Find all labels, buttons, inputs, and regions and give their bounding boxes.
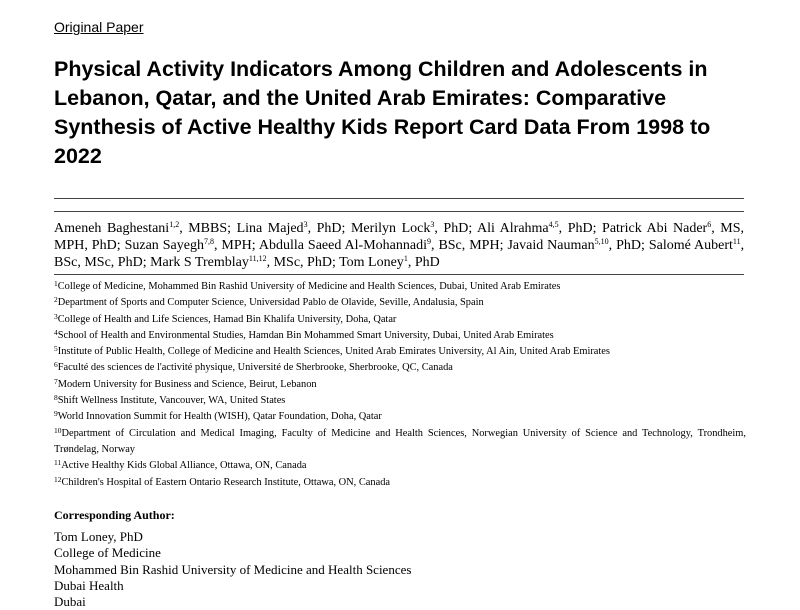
affiliation-list (54, 279, 746, 491)
affiliation-item: $^{12}$Children's Hospital of Eastern Ontario Research Institute, Ottawa, ON, Canada (54, 474, 391, 488)
author: Patrick Abi Nader$^6$, MS, MPH, PhD (54, 220, 745, 253)
affiliation-item: $^9$World Innovation Summit for Health (WISH), Qatar Foundation, Doha, Qatar (54, 409, 382, 423)
affiliation-item: $^4$School of Health and Environmental Studies, Hamdan Bin Mohammed Smart University, Dubai, United Arab Emirates (54, 327, 554, 341)
affiliation-item: $^{10}$Department of Circulation and Medical Imaging, Faculty of Medicine and Health Sciences, Norwegian University of Science and Technology, Trondheim, Trøndelag, Norway (54, 425, 746, 455)
author: Javaid Nauman$^{5,10}$, PhD (507, 237, 641, 253)
author: Mark S Tremblay$^{11,12}$, MSc, PhD (150, 254, 332, 270)
corresponding-author-line: Dubai (54, 594, 86, 610)
author: Lina Majed$^3$, PhD (236, 220, 342, 236)
paper-title: Physical Activity Indicators Among Children and Adolescents in Lebanon, Qatar, and the United Arab Emirates: Comparative Synthesis of Active Healthy Kids Report Card Data From 1998 to 2022 (54, 57, 711, 168)
corresponding-author-details (54, 529, 411, 610)
authors-top-divider (54, 211, 744, 212)
corresponding-author-line: College of Medicine (54, 545, 161, 561)
author: Merilyn Lock$^3$, PhD (350, 220, 469, 236)
corresponding-author-heading: Corresponding Author: (54, 508, 175, 522)
corresponding-author-line: Tom Loney, PhD (54, 529, 143, 544)
affiliation-item: $^7$Modern University for Business and Science, Beirut, Lebanon (54, 376, 317, 390)
affiliation-item: $^{11}$Active Healthy Kids Global Alliance, Ottawa, ON, Canada (54, 458, 307, 472)
article-type-label: Original Paper (54, 19, 144, 35)
affiliation-item: $^1$College of Medicine, Mohammed Bin Rashid University of Medicine and Health Sciences, Dubai, United Arab Emirates (54, 279, 561, 292)
author: Tom Loney$^1$, PhD (339, 254, 440, 270)
affiliation-item: $^8$Shift Wellness Institute, Vancouver, WA, United States (54, 393, 286, 407)
author: Abdulla Saeed Al-Mohannadi$^9$, BSc, MPH (258, 237, 500, 253)
affiliation-item: $^3$College of Health and Life Sciences, Hamad Bin Khalifa University, Doha, Qatar (54, 311, 397, 325)
title-divider (54, 198, 744, 199)
author: Suzan Sayegh$^{7,8}$, MPH (124, 237, 252, 253)
affiliation-item: $^5$Institute of Public Health, College of Medicine and Health Sciences, United Arab Emirates University, Al Ain, United Arab Emirates (54, 344, 610, 358)
author-list: Ameneh Baghestani$^{1,2}$, MBBS; Lina Majed$^3$, PhD; Merilyn Lock$^3$, PhD; Ali Alrahma$^{4,5}$, PhD; Patrick Abi Nader$^6$, MS, MPH, PhD; Suzan Sayegh$^{7,8}$, MPH; Abdulla Saeed Al-Mohannadi$^9$, BSc, MPH; Javaid Nauman$^{5,10}$, PhD; Salomé Aubert$^{11}$, BSc, MSc, PhD; Mark S Tremblay$^{11,12}$, MSc, PhD; Tom Loney$^1$, PhD (54, 220, 745, 270)
corresponding-author-line: Dubai Health (54, 577, 124, 593)
author: Ameneh Baghestani$^{1,2}$, MBBS (54, 220, 228, 236)
author: Salomé Aubert$^{11}$, BSc, MSc, PhD (54, 237, 745, 270)
author: Ali Alrahma$^{4,5}$, PhD (477, 220, 593, 236)
affiliation-item: $^6$Faculté des sciences de l'activité physique, Université de Sherbrooke, Sherbrooke, QC, Canada (54, 360, 453, 374)
affiliation-item: $^2$Department of Sports and Computer Science, Universidad Pablo de Olavide, Seville, Andalusia, Spain (54, 295, 484, 309)
corresponding-author-line: Mohammed Bin Rashid University of Medicine and Health Sciences (54, 561, 412, 577)
authors-bottom-divider (54, 274, 744, 275)
